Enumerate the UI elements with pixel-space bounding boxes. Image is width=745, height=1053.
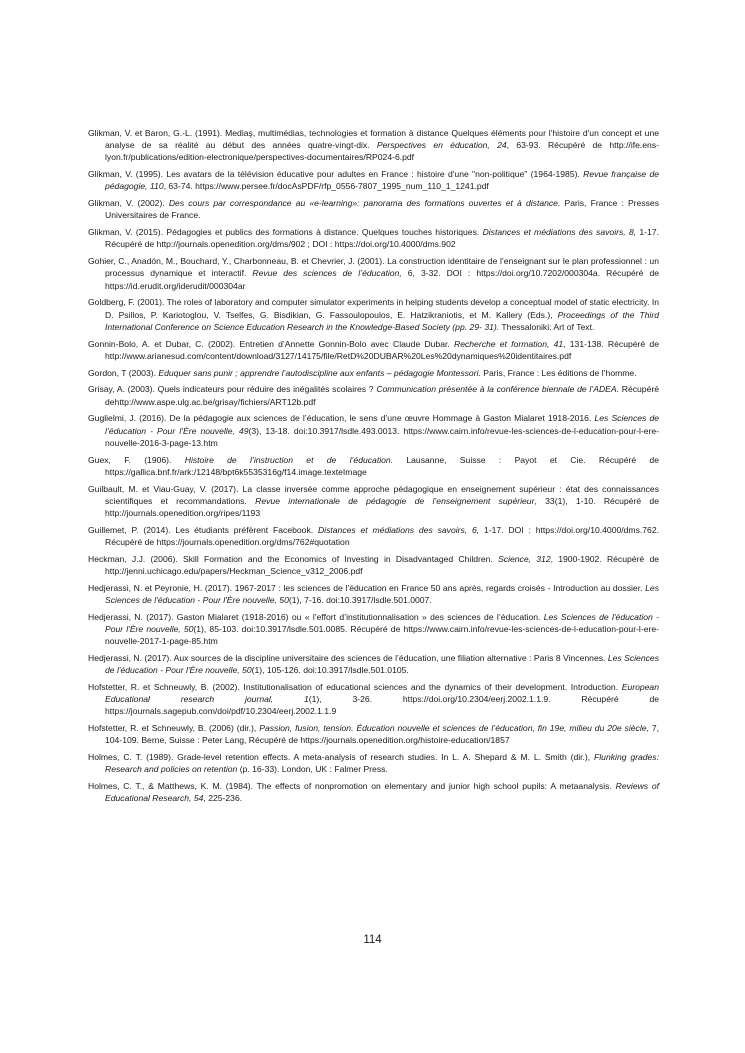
reference-entry: Hofstetter, R. et Schneuwly, B. (2002). Institutionalisation of educational sciences and the dynamics of their development. Introduction. European Educational research journal, 1(1), 3-26. https://doi.org/10.2304/eerj.2002.1.1.9. Récupéré de https://journals.sagepub.com/doi/pdf/10.2304/eerj.2002.1.1.9 bbox=[88, 682, 659, 717]
reference-entry: Glikman, V. (2002). Des cours par correspondance au «e-learning»: panorama des formations ouvertes et à distance. Paris, France : Presses Universitaires de France. bbox=[88, 198, 659, 221]
page-number: 114 bbox=[363, 934, 382, 946]
reference-entry: Gordon, T (2003). Eduquer sans punir ; apprendre l’autodiscipline aux enfants – pédagogie Montessori. Paris, France : Les éditions de l’homme. bbox=[88, 367, 637, 378]
reference-entry: Glikman, V. et Baron, G.-L. (1991). Mediaş, multimédias, technologies et formation à distance Quelques éléments pour l'histoire d'un concept et une analyse de sa réalité au début des années quatre-vingt-dix. Perspectives en éducation, 24, 63-93. Récupéré de http://ife.ens-lyon.fr/publications/edition-electronique/perspectives-documentaires/RP024-6.pdf bbox=[88, 128, 659, 163]
reference-entry: Holmes, C. T., & Matthews, K. M. (1984). The effects of nonpromotion on elementary and junior high school pupils: A metaanalysis. Reviews of Educational Research, 54, 225-236. bbox=[88, 781, 660, 804]
reference-entry: Heckman, J.J. (2006). Skill Formation and the Economics of Investing in Disadvantaged Children. Science, 312, 1900-1902. Récupéré de http://jenni.uchicago.edu/papers/Heckman_Science_v312_2006.pdf bbox=[88, 553, 660, 577]
reference-entry: Goldberg, F. (2001). The roles of laboratory and computer simulator experiments in helping students develop a conceptual model of static electricity. In D. Psillos, P. Kariotoglou, V. Tselfes, G. Bisdikian, G. Fassoulopoulos, E. Hatzikraniotis, et M. Kallery (Eds.), Proceedings of the Third International Conference on Science Education Research in the Knowledge-Based Society (pp. 29- 31). Thessaloniki: Art of Text. bbox=[88, 297, 659, 332]
reference-entry: Hedjerassi, N. (2017). Aux sources de la discipline universitaire des sciences de l’éducation, une filiation alternative : Paris 8 Vincennes. Les Sciences de l'éducation - Pour l'Ère nouvelle, 50(1), 105-126. doi:10.3917/lsdle.501.0105. bbox=[88, 653, 659, 676]
reference-entry: Glikman, V. (1995). Les avatars de la télévision éducative pour adultes en France : histoire d'une "non-politique" (1964-1985). Revue française de pédagogie, 110, 63-74. https://www.persee.fr/docAsPDF/rfp_0556-7807_1995_num_110_1_1241.pdf bbox=[88, 169, 660, 192]
reference-entry: Gohier, C., Anadón, M., Bouchard, Y., Charbonneau, B. et Chevrier, J. (2001). La construction identitaire de l’enseignant sur le plan professionnel : un processus dynamique et interactif. Revue des sciences de l’éducation, 6, 3-32. DOI : https://doi.org/10.7202/000304a. Récupéré de https://id.erudit.org/iderudit/000304ar bbox=[88, 256, 659, 291]
reference-entry: Guilbault, M. et Viau-Guay, V. (2017). La classe inversée comme approche pédagogique en enseignement supérieur : état des connaissances scientifiques et recommandations. Revue internationale de pédagogie de l’enseignement supérieur, 33(1), 1-10. Récupéré de http://journals.openedition.org/ripes/1193 bbox=[88, 483, 659, 519]
reference-entry: Grisay, A. (2003). Quels indicateurs pour réduire des inégalités scolaires ? Communication présentée à la conférence biennale de l’ADEA. Récupéré dehttp://www.aspe.ulg.ac.be/grisay/fichiers/ART12b.pdf bbox=[88, 384, 660, 407]
reference-entry: Hedjerassi, N. et Peyronie, H. (2017). 1967-2017 : les sciences de l’éducation en France 50 ans après, regards croisés - Introduction au dossier. Les Sciences de l'éducation - Pour l'Ère nouvelle, 50(1), 7-16. doi:10.3917/lsdle.501.0007. bbox=[88, 582, 659, 606]
reference-entry: Glikman, V. (2015). Pédagogies et publics des formations à distance. Quelques touches historiques. Distances et médiations des savoirs, 8, 1-17. Récupéré de http://journals.openedition.org/dms/902 ; DOI : https://doi.org/10.4000/dms.902 bbox=[88, 227, 659, 250]
reference-list bbox=[88, 127, 659, 809]
reference-entry: Holmes, C. T. (1989). Grade-level retention effects. A meta-analysis of research studies. In L. A. Shepard & M. L. Smith (dir.), Flunking grades: Research and policies on retention (p. 16-33). London, UK : Falmer Press. bbox=[88, 752, 659, 775]
reference-entry: Guillemet, P. (2014). Les étudiants préfèrent Facebook. Distances et médiations des savoirs, 6, 1-17. DOI : https://doi.org/10.4000/dms.762. Récupéré de https://journals.openedition.org/dms/762#quotation bbox=[88, 524, 659, 548]
reference-entry: Hofstetter, R. et Schneuwly, B. (2006) (dir.), Passion, fusion, tension. Éducation nouvelle et sciences de l’éducation, fin 19e, milieu du 20e siècle, 7, 104-109. Berne, Suisse : Peter Lang, Récupéré de https://journals.openedition.org/histoire-education/1857 bbox=[88, 723, 659, 746]
reference-entry: Guex, F. (1906). Histoire de l’instruction et de l’éducation. Lausanne, Suisse : Payot et Cie. Récupéré de https://gallica.bnf.fr/ark:/12148/bpt6k5535316g/f14.image.texteImage bbox=[88, 454, 659, 477]
reference-entry: Gonnin-Bolo, A. et Dubar, C. (2002). Entretien d’Annette Gonnin-Bolo avec Claude Dubar. Recherche et formation, 41, 131-138. Récupéré de http://www.arianesud.com/content/download/3127/14175/file/RetD%20DUBAR%20Les%20dynamiques%20identitaires.pdf bbox=[88, 338, 659, 361]
reference-entry: Hedjerassi, N. (2017). Gaston Mialaret (1918-2016) ou « l’effort d’institutionnalisation » des sciences de l’éducation. Les Sciences de l'éducation - Pour l'Ère nouvelle, 50(1), 85-103. doi:10.3917/lsdle.501.0085. Récupéré de https://www.cairn.info/revue-les-sciences-de-l-education-pour-l-ere-nouvelle-2017-1-page-85.htm bbox=[88, 611, 659, 647]
reference-entry: Guglielmi, J. (2016). De la pédagogie aux sciences de l’éducation, le sens d’une œuvre Hommage à Gaston Mialaret 1918-2016. Les Sciences de l’éducation - Pour l’Ère nouvelle, 49(3), 13-18. doi:10.3917/lsdle.493.0013. https://www.cairn.info/revue-les-sciences-de-l-education-pour-l-ere-nouvelle-2016-3-page-13.htm bbox=[88, 413, 659, 448]
